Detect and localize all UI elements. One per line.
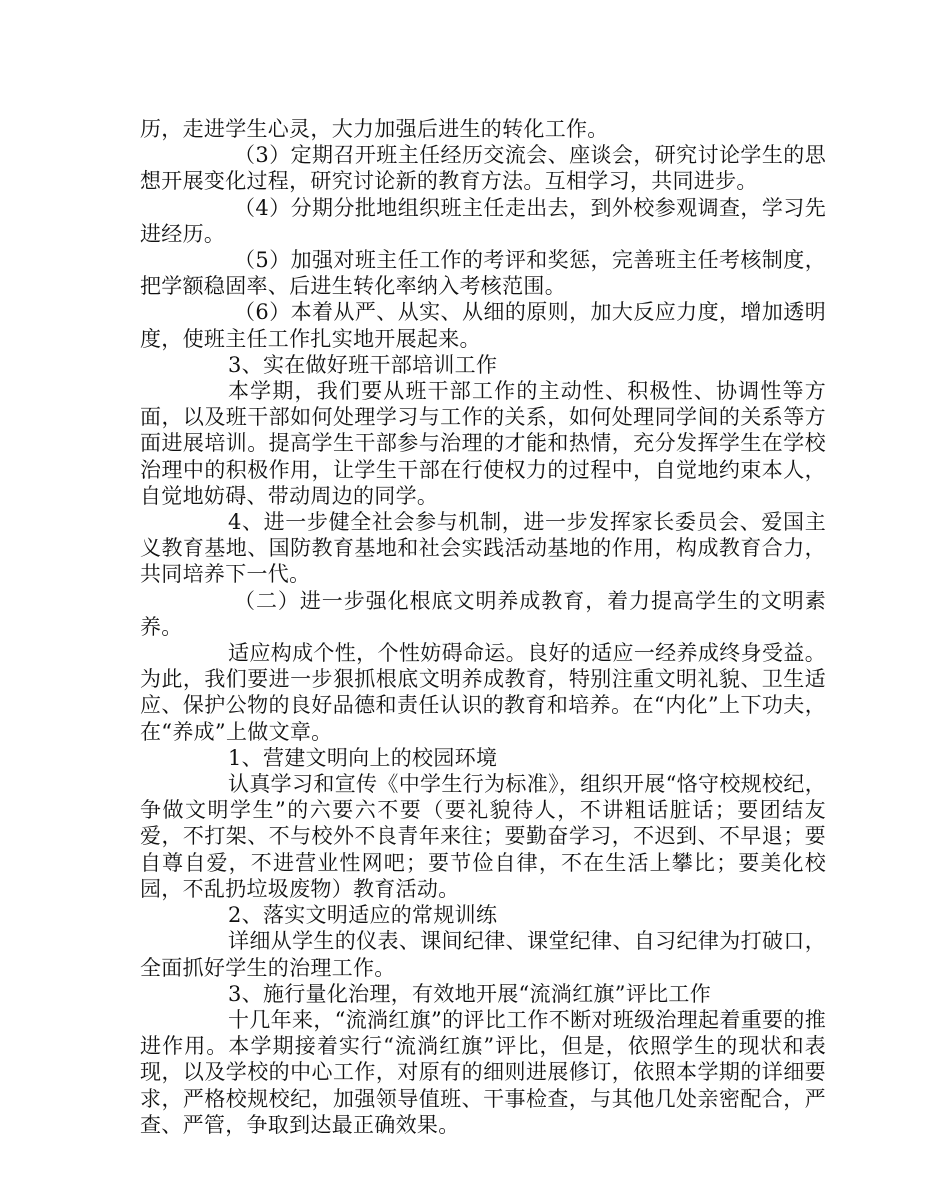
paragraph-class-cadre-training: 本学期，我们要从班干部工作的主动性、积极性、协调性等方面，以及班干部如何处理学习与工作的关系，如何处理同学间的关系等方面进展培训。提高学生干部参与治理的才能和热情，充分发挥学生在学校治理中的积极作用，让学生干部在行使权力的过程中，自觉地约束本人，自觉地妨碍、带动周边的同学。 [140,379,826,508]
paragraph-item-4: （4）分期分批地组织班主任走出去，到外校参观调查，学习先进经历。 [140,195,826,246]
section-heading-civilized-habits: （二）进一步强化根底文明养成教育，着力提高学生的文明素养。 [140,588,826,639]
paragraph-item-6: （6）本着从严、从实、从细的原则，加大反应力度，增加透明度，使班主任工作扎实地开展起来。 [140,300,826,351]
section-heading-class-cadre-training: 3、实在做好班干部培训工作 [228,352,498,377]
paragraph-continuation: 历，走进学生心灵，大力加强后进生的转化工作。 [140,117,609,141]
paragraph-item-3: （3）定期召开班主任经历交流会、座谈会，研究讨论学生的思想开展变化过程，研究讨论新的教育方法。互相学习，共同进步。 [140,143,826,194]
document-page [140,116,826,1138]
paragraph-routine-training: 详细从学生的仪表、课间纪律、课堂纪律、自习纪律为打破口，全面抓好学生的治理工作。 [140,929,826,980]
paragraph-social-participation: 4、进一步健全社会参与机制，进一步发挥家长委员会、爱国主义教育基地、国防教育基地和社会实践活动基地的作用，构成教育合力，共同培养下一代。 [140,510,826,587]
paragraph-quantified-management: 十几年来，“流淌红旗”的评比工作不断对班级治理起着重要的推进作用。本学期接着实行“流淌红旗”评比，但是，依照学生的现状和表现，以及学校的中心工作，对原有的细则进展修订，依照本学期的详细要求，严格校规校纪，加强领导值班、干事检查，与其他几处亲密配合，严查、严管，争取到达最正确效果。 [140,1007,826,1137]
paragraph-item-5: （5）加强对班主任工作的考评和奖惩，完善班主任考核制度，把学额稳固率、后进生转化率纳入考核范围。 [140,248,826,299]
section-heading-quantified-management: 3、施行量化治理，有效地开展“流淌红旗”评比工作 [228,981,712,1006]
paragraph-campus-environment: 认真学习和宣传《中学生行为标准》，组织开展“恪守校规校纪，争做文明学生”的六要六不要（要礼貌待人，不讲粗话脏话；要团结友爱，不打架、不与校外不良青年来往；要勤奋学习，不迟到、不早退；要自尊自爱，不进营业性网吧；要节俭自律，不在生活上攀比；要美化校园，不乱扔垃圾废物）教育活动。 [140,772,826,901]
paragraph-civilized-habits: 适应构成个性，个性妨碍命运。良好的适应一经养成终身受益。为此，我们要进一步狠抓根底文明养成教育，特别注重文明礼貌、卫生适应、保护公物的良好品德和责任认识的教育和培养。在“内化”上下功夫，在“养成”上做文章。 [140,641,826,744]
section-heading-routine-training: 2、落实文明适应的常规训练 [228,903,498,928]
section-heading-campus-environment: 1、营建文明向上的校园环境 [228,745,498,770]
